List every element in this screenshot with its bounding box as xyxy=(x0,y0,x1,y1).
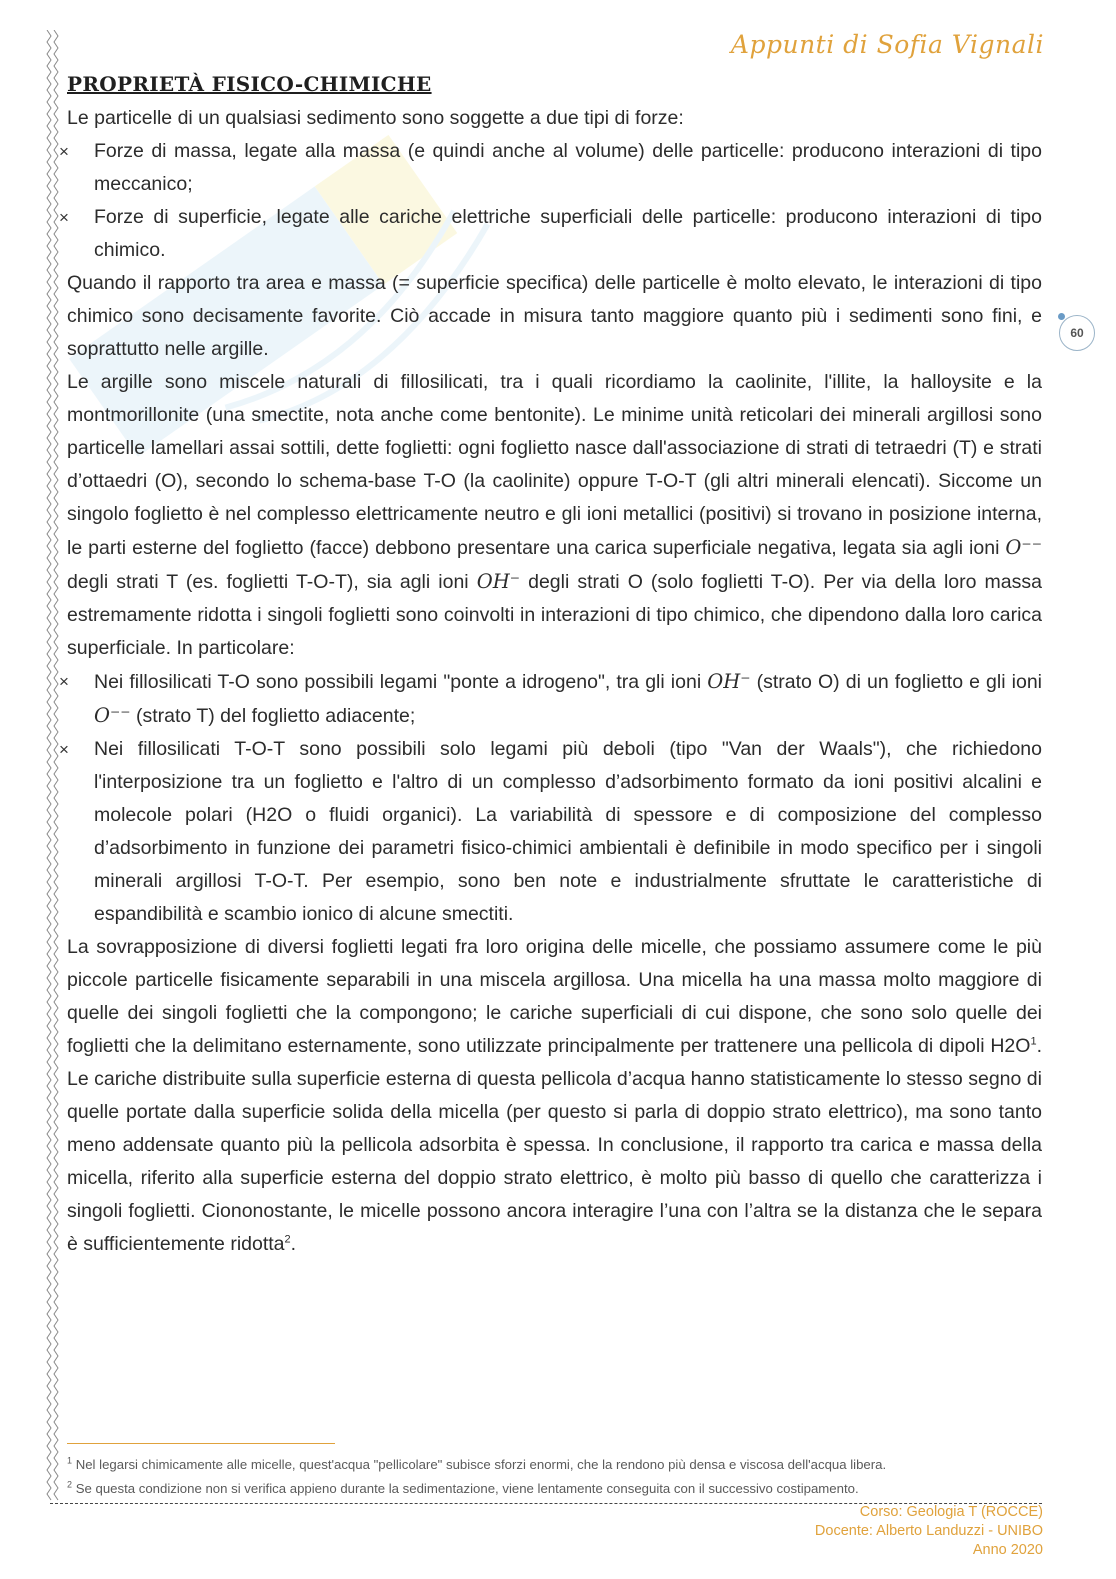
clays-paragraph: Le argille sono miscele naturali di fillosilicati, tra i quali ricordiamo la caolinite, l'illite, la halloysite e la montmorillonite (una smectite, nota anche come bentonite). Le minime unità reticolari dei minerali argillosi sono particelle lamellari assai sottili, dette foglietti: ogni foglietto nasce dall'associazione di strati di tetraedri (T) e strati d’ottaedri (O), secondo lo schema-base T-O (la caolinite) oppure T-O-T (gli altri minerali elencati). Siccome un singolo foglietto è nel complesso elettricamente neutro e gli ioni metallici (positivi) si trovano in posizione interna, le parti esterne del foglietto (facce) debbono presentare una carica superficiale negativa, legata sia agli ioni O⁻⁻ degli strati T (es. foglietti T-O-T), sia agli ioni OH⁻ degli strati O (solo foglietti T-O). Per via della loro massa estremamente ridotta i singoli foglietti sono coinvolti in interazioni di tipo chimico, che dipendono dalla loro carica superficiale. In particolare: xyxy=(67,371,1042,659)
section-title: PROPRIETÀ FISICO-CHIMICHE xyxy=(67,72,432,96)
footer-course: Corso: Geologia T (ROCCE) xyxy=(859,1504,1043,1520)
ratio-paragraph: Quando il rapporto tra area e massa (= superficie specifica) delle particelle è molto elevato, le interazioni di tipo chimico sono decisamente favorite. Ciò accade in misura tanto maggiore quanto più i sedimenti sono fini, e soprattutto nelle argille. xyxy=(67,272,1042,360)
cross-bullet-icon: × xyxy=(59,672,69,691)
footnote-ref[interactable]: 1 xyxy=(1030,1035,1037,1048)
footnote: $^2$ Se questa condizione non si verifica appieno durante la sedimentazione, viene lentamente conseguita con il successivo costipamento. xyxy=(67,1479,859,1496)
cross-bullet-icon: × xyxy=(59,740,69,759)
footnotes xyxy=(67,1453,1047,1501)
document-body xyxy=(59,66,1043,1261)
footnote-ref[interactable]: 2 xyxy=(284,1233,291,1246)
page-number-badge: 60 xyxy=(1059,315,1095,351)
list-item: × Forze di superficie, legate alle cariche elettriche superficiali delle particelle: producono interazioni di tipo chimico. xyxy=(67,201,1042,267)
ion-oh-formula: OH⁻ xyxy=(707,670,751,693)
ion-o-formula: O⁻⁻ xyxy=(1005,536,1042,559)
cross-bullet-icon: × xyxy=(59,142,69,161)
footer-year: Anno 2020 xyxy=(972,1542,1043,1558)
ion-o-formula: O⁻⁻ xyxy=(94,704,131,727)
list-item: × Forze di massa, legate alla massa (e quindi anche al volume) delle particelle: producono interazioni di tipo meccanico; xyxy=(67,135,1042,201)
micelles-paragraph: La sovrapposizione di diversi foglietti legati fra loro origina delle micelle, che possiamo assumere come le più piccole particelle fisicamente separabili in una miscela argillosa. Una micella ha una massa molto maggiore di quelle dei singoli foglietti che la compongono; le cariche superficiali di cui dispone, che sono solo quelle dei foglietti che la delimitano esternamente, sono utilizzate principalmente per trattenere una pellicola di dipoli $H2O^1$. Le cariche distribuite sulla superficie esterna di questa pellicola d’acqua hanno statisticamente lo stesso segno di quelle portate dalla superficie solida della micella (per questo si parla di doppio strato elettrico), ma sono tanto meno addensate quanto più la pellicola adsorbita è spessa. In conclusione, il rapporto tra carica e massa della micella, riferito alla superficie esterna del doppio strato elettrico, è molto più basso di quello che caratterizza i singoli foglietti. Ciononostante, le micelle possono ancora interagire l’una con l’altra se la distanza che le separa è sufficientemente ridotta$^2$. xyxy=(67,936,1042,1255)
footnote-divider xyxy=(67,1443,335,1444)
ion-oh-formula: OH⁻ xyxy=(476,570,521,593)
intro-paragraph: Le particelle di un qualsiasi sedimento sono soggette a due tipi di forze: xyxy=(67,107,684,129)
header-author: Appunti di Sofia Vignali xyxy=(730,30,1044,59)
footnote: $^1$ Nel legarsi chimicamente alle micelle, quest'acqua "pellicolare" subisce sforzi enormi, che la rendono più densa e viscosa dell'acqua libera. xyxy=(67,1455,887,1472)
footer xyxy=(815,1503,1043,1560)
list-item: × Nei fillosilicati T-O-T sono possibili solo legami più deboli (tipo "Van der Waals"), che richiedono l'interposizione tra un foglietto e l'altro di un complesso d’adsorbimento formato da ioni positivi alcalini e molecole polari (H2O o fluidi organici). La variabilità di spessore e di composizione del complesso d’adsorbimento in funzione dei parametri fisico-chimici ambientali è definibile in modo specifico per i singoli minerali argillosi T-O-T. Per esempio, sono ben note e industrialmente sfruttate le caratteristiche di espandibilità e scambio ionico di alcune smectiti. xyxy=(67,733,1042,931)
footer-teacher: Docente: Alberto Landuzzi - UNIBO xyxy=(814,1523,1043,1539)
zigzag-border xyxy=(44,30,60,1505)
cross-bullet-icon: × xyxy=(59,208,69,227)
list-item: × Nei fillosilicati T-O sono possibili legami "ponte a idrogeno", tra gli ioni OH⁻ (strato O) di un foglietto e gli ioni O⁻⁻ (strato T) del foglietto adiacente; xyxy=(67,665,1042,733)
